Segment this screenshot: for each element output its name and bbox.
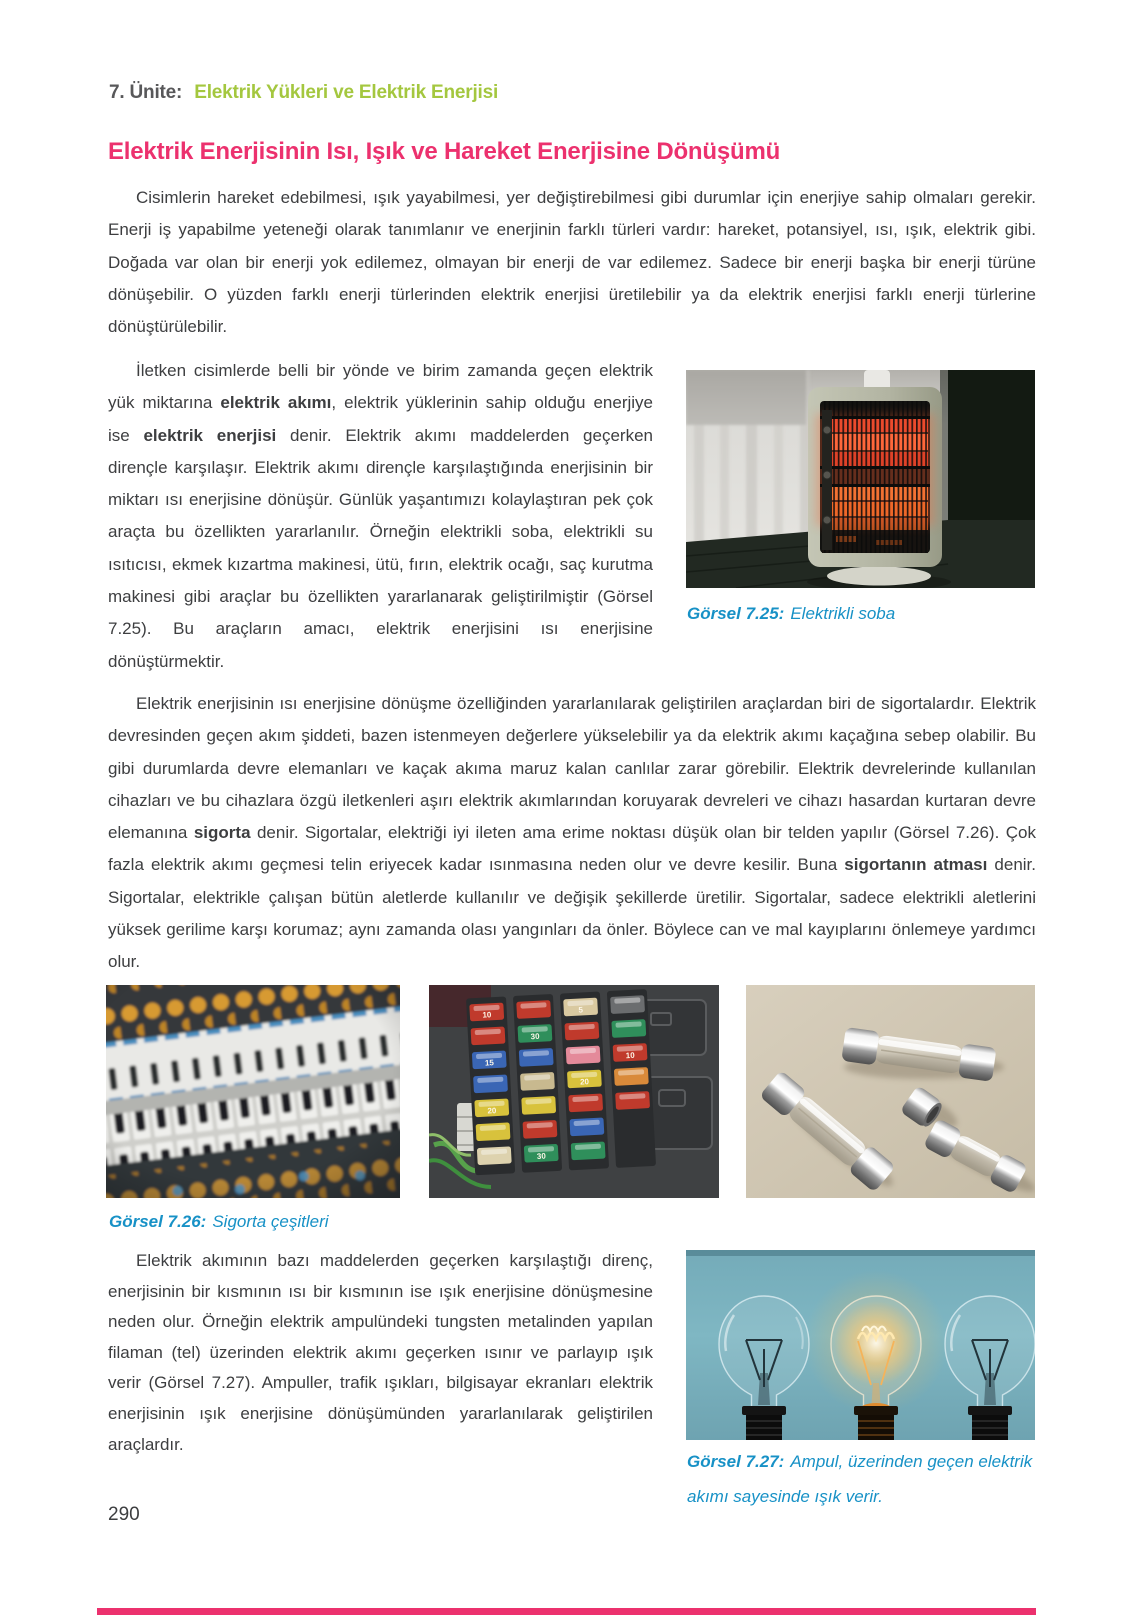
- caption-gorsel-7-27: [687, 1444, 1039, 1514]
- page-number: 290: [108, 1504, 140, 1525]
- light-bulbs-illustration: [686, 1250, 1035, 1440]
- caption-label: Görsel 7.26:: [109, 1212, 207, 1231]
- unit-number-label: 7. Ünite:: [109, 82, 183, 103]
- caption-text: Sigorta çeşitleri: [212, 1212, 329, 1231]
- caption-text: Elektrikli soba: [790, 604, 896, 623]
- footer-accent-bar: [97, 1608, 1036, 1615]
- caption-label: Görsel 7.25:: [687, 604, 785, 623]
- fuse-rating-label: 10: [482, 1010, 492, 1020]
- unit-title: Elektrik Yükleri ve Elektrik Enerjisi: [194, 82, 499, 103]
- fuse-rating-label: 15: [484, 1058, 495, 1068]
- caption-text: Ampul, üzerinden geçen elektrik akımı sayesinde ışık verir.: [687, 1452, 1033, 1506]
- fuse-rating-label: 5: [578, 1005, 584, 1015]
- car-fuse-box-photo: [429, 985, 719, 1198]
- caption-label: Görsel 7.27:: [687, 1452, 785, 1471]
- fuse-box-illustration: [429, 985, 719, 1198]
- electric-heater-illustration: [686, 370, 1035, 588]
- caption-gorsel-7-26: [109, 1204, 329, 1239]
- electric-heater-photo: [686, 370, 1035, 588]
- running-head: [109, 82, 498, 104]
- light-bulbs-photo: [686, 1250, 1035, 1440]
- section-title: Elektrik Enerjisinin Isı, Işık ve Hareket Enerjisine Dönüşümü: [108, 138, 781, 165]
- fuse-rating-label: 10: [625, 1050, 635, 1061]
- fuse-rating-label: 20: [579, 1077, 590, 1087]
- paragraph-fuses: Elektrik enerjisinin ısı enerjisine dönüşme özelliğinden yararlanılarak geliştirilen araçlardan biri de sigortalardır. Elektrik devresinden geçen akım şiddeti, bazen istenmeyen değerlere yükselebilir ya da elektrik akımı kaçağına sebep olabilir. Bu gibi durumlarda devre elemanları ve kaçak akıma maruz kalan canlılar zarar görebilir. Elektrik devrelerinde kullanılan cihazları ve bu cihazlara özgü iletkenleri aşırı elektrik akımlarından koruyarak devreleri ve cihazı hasardan kurtaran devre elemanına sigorta denir. Sigortalar, elektriği iyi ileten ama erime noktası düşük olan bir telden yapılır (Görsel 7.26). Çok fazla elektrik akımı geçmesi telin eriyecek kadar ısınmasına neden olur ve devre kesilir. Buna sigortanın atması denir. Sigortalar, elektrikle çalışan bütün aletlerde kullanılır ve değişik şekillerde üretilir. Sigortalar, sadece elektrikli aletlerini yüksek gerilime karşı korumaz; aynı zamanda olası yangınları da önler. Böylece can ve mal kayıplarını önlemeye yardımcı olur.: [108, 694, 1036, 972]
- paragraph-light-energy: Elektrik akımının bazı maddelerden geçerken karşılaştığı direnç, enerjisinin bir kısmının ısı bir kısmının ise ışık enerjisine dönüşmesine neden olur. Örneğin elektrik ampulündeki tungsten metalinden yapılan filaman (tel) üzerinden elektrik akımı geçerken ısınır ve parlayıp ışık verir (Görsel 7.27). Ampuller, trafik ışıkları, bilgisayar ekranları elektrik enerjisinin ışık enerjisine dönüşümünden yararlanılarak geliştirilen araçlardır.: [108, 1251, 653, 1454]
- breaker-panel-illustration: [106, 985, 400, 1198]
- paragraph-intro: Cisimlerin hareket edebilmesi, ışık yayabilmesi, yer değiştirebilmesi gibi durumlar için enerjiye sahip olmaları gerekir. Enerji iş yapabilme yeteneği olarak tanımlanır ve enerjinin farklı türleri vardır: hareket, potansiyel, ısı, ışık, elektrik gibi. Doğada var olan bir enerji yok edilemez, olmayan bir enerji de var edilemez. Sadece bir enerji başka bir enerji türüne dönüşebilir. O yüzden farklı enerji türlerinden elektrik enerjisi üretilebilir ya da elektrik enerjisi farklı enerji türlerine dönüştürülebilir.: [108, 188, 1036, 337]
- glass-fuses-photo: [746, 985, 1035, 1198]
- glass-fuses-illustration: [746, 985, 1035, 1198]
- fuse-rating-label: 20: [487, 1106, 497, 1116]
- fuse-rating-label: 30: [530, 1031, 540, 1042]
- paragraph-electric-current: İletken cisimlerde belli bir yönde ve birim zamanda geçen elektrik yük miktarına elektrik akımı, elektrik yüklerinin sahip olduğu enerjiye ise elektrik enerjisi denir. Elektrik akımı maddelerden geçerken dirençle karşılaşır. Elektrik akımı dirençle karşılaştığında enerjisinin bir miktarı ısı enerjisine dönüşür. Günlük yaşantımızı kolaylaştıran pek çok araçta bu özellikten yararlanılır. Örneğin elektrikli soba, elektrikli su ısıtıcısı, ekmek kızartma makinesi, ütü, fırın, elektrik ocağı, saç kurutma makinesi gibi araçlar bu özellikten yararlanarak geliştirilmiştir (Görsel 7.25). Bu araçların amacı, elektrik enerjisini ısı enerjisine dönüştürmektir.: [108, 361, 653, 671]
- caption-gorsel-7-25: [687, 596, 895, 631]
- circuit-breaker-panel-photo: [106, 985, 400, 1198]
- fuse-rating-label: 30: [536, 1151, 547, 1162]
